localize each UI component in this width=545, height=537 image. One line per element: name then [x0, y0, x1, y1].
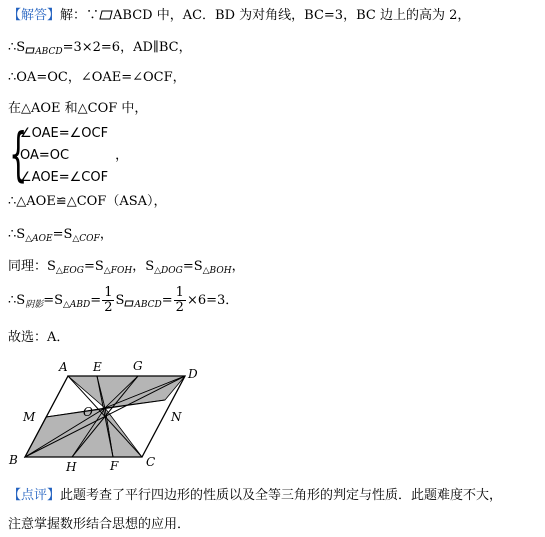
label-e: E	[93, 360, 102, 374]
solution-line-7: 同理：$S_{\triangle EOG}=S_{\triangle FOH}$，$S_{\triangle DOG}=S_{\triangle BOH}$，	[8, 259, 245, 276]
solution-line-8: $\therefore S_{阴影}=S_{\triangle ABD}=$ $\frac{1}{2}$ S $_{ABCD}$= $\frac{1}{2}$ ×6=3．	[8, 285, 239, 315]
label-o: O	[83, 405, 93, 419]
solution-line-3: ∴OA=OC，∠OAE=∠OCF，	[8, 70, 186, 85]
label-d: D	[188, 367, 198, 381]
parallelogram-icon	[25, 47, 35, 54]
system-eq-2: OA=OC ，	[20, 148, 129, 163]
system-eq-1: ∠OAE=∠OCF	[20, 126, 109, 141]
solution-line-1: 【解答】解：∵ ABCD 中，AC．BD 为对角线，BC=3，BC 边上的高为 2，	[8, 8, 471, 23]
solution-line-2: ∴S $_{ABCD}$=3×2=6，AD∥BC，	[8, 40, 192, 57]
solution-line-4: 在△AOE 和△COF 中，	[8, 101, 148, 116]
label-b: B	[9, 453, 18, 467]
label-a: A	[59, 360, 68, 374]
solution-tag: 【解答】	[8, 8, 61, 23]
parallelogram-icon	[99, 10, 113, 20]
label-c: C	[146, 455, 156, 469]
system-brace: {	[9, 120, 28, 188]
label-m: M	[23, 410, 36, 424]
label-g: G	[133, 359, 143, 373]
solution-line-5: ∴△AOE≌△COF（ASA），	[8, 194, 167, 209]
parallelogram-icon	[124, 300, 134, 307]
label-f: F	[110, 459, 119, 473]
solution-line-9: 故选：A．	[8, 330, 70, 345]
system-eq-3: ∠AOE=∠COF	[20, 170, 109, 185]
solution-line-6: $\therefore S_{\triangle AOE}=S_{\triangle COF}$，	[8, 227, 113, 244]
comment-line-2: 注意掌握数形结合思想的应用．	[8, 517, 191, 532]
comment-tag: 【点评】	[8, 488, 61, 503]
parallelogram-figure	[5, 358, 215, 473]
fraction-half: $\frac{1}{2}$	[104, 285, 113, 315]
label-h: H	[66, 460, 77, 473]
fraction-half-2: $\frac{1}{2}$	[175, 285, 184, 315]
comment-line-1: 【点评】此题考查了平行四边形的性质以及全等三角形的判定与性质．此题难度不大，	[8, 488, 503, 503]
label-n: N	[171, 410, 182, 424]
